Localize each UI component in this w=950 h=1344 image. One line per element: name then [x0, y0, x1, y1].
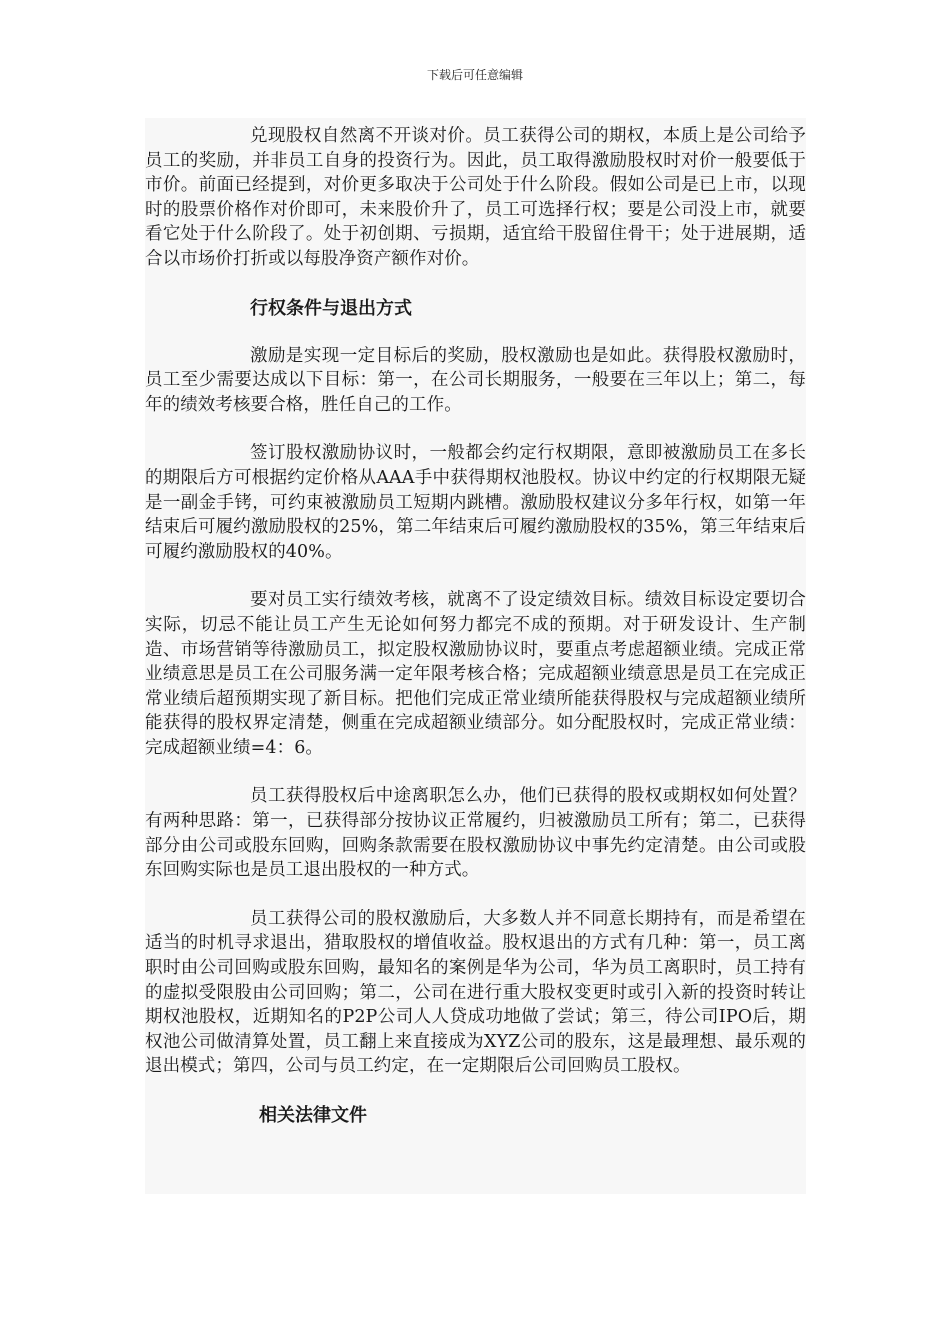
paragraph-exit-methods: 员工获得公司的股权激励后，大多数人并不同意长期持有，而是希望在适当的时机寻求退出，猎取股权的增值收益。股权退出的方式有几种：第一，员工离职时由公司回购或股东回购，最知名的案例是华为公司，华为员工离职时，员工持有的虚拟受限股由公司回购；第二，公司在进行重大股权变更时或引入新的投资时转让期权池股权，近期知名的P2P公司人人贷成功地做了尝试；第三，待公司IPO后，期权池公司做清算处置，员工翻上来直接成为XYZ公司的股东，这是最理想、最乐观的退出模式；第四，公司与员工约定，在一定期限后公司回购员工股权。 — [145, 908, 806, 1077]
document-body — [145, 118, 806, 1194]
section-heading-exercise-conditions: 行权条件与退出方式 — [250, 297, 412, 319]
paragraph-exercise-period: 签订股权激励协议时，一般都会约定行权期限，意即被激励员工在多长的期限后方可根据约定价格从AAA手中获得期权池股权。协议中约定的行权期限无疑是一副金手铐，可约束被激励员工短期内跳槽。激励股权建议分多年行权，如第一年结束后可履约激励股权的25%，第二年结束后可履约激励股权的35%，第三年结束后可履约激励股权的40%。 — [145, 443, 806, 562]
paragraph-consideration: 兑现股权自然离不开谈对价。员工获得公司的期权，本质上是公司给予员工的奖励，并非员工自身的投资行为。因此，员工取得激励股权时对价一般要低于市价。前面已经提到，对价更多取决于公司处于什么阶段。假如公司是已上市，以现时的股票价格作对价即可，未来股价升了，员工可选择行权；要是公司没上市，就要看它处于什么阶段了。处于初创期、亏损期，适宜给干股留住骨干；处于进展期，适合以市场价打折或以每股净资产额作对价。 — [145, 126, 806, 269]
paragraph-resignation: 员工获得股权后中途离职怎么办，他们已获得的股权或期权如何处置？有两种思路：第一，已获得部分按协议正常履约，归被激励员工所有；第二，已获得部分由公司或股东回购，回购条款需要在股权激励协议中事先约定清楚。由公司或股东回购实际也是员工退出股权的一种方式。 — [145, 786, 806, 881]
paragraph-performance-targets: 要对员工实行绩效考核，就离不了设定绩效目标。绩效目标设定要切合实际，切忌不能让员工产生无论如何努力都完不成的预期。对于研发设计、生产制造、市场营销等待激励员工，拟定股权激励协议时，要重点考虑超额业绩。完成正常业绩意思是员工在公司服务满一定年限考核合格；完成超额业绩意思是员工在完成正常业绩后超预期实现了新目标。把他们完成正常业绩所能获得股权与完成超额业绩所能获得的股权界定清楚，侧重在完成超额业绩部分。如分配股权时，完成正常业绩：完成超额业绩=4：6。 — [145, 590, 806, 758]
paragraph-incentive-goals: 激励是实现一定目标后的奖励，股权激励也是如此。获得股权激励时，员工至少需要达成以下目标：第一，在公司长期服务，一般要在三年以上；第二，每年的绩效考核要合格，胜任自己的工作。 — [145, 345, 806, 415]
page-header: 下载后可任意编辑 — [426, 68, 523, 82]
section-heading-legal-documents: 相关法律文件 — [259, 1105, 367, 1126]
